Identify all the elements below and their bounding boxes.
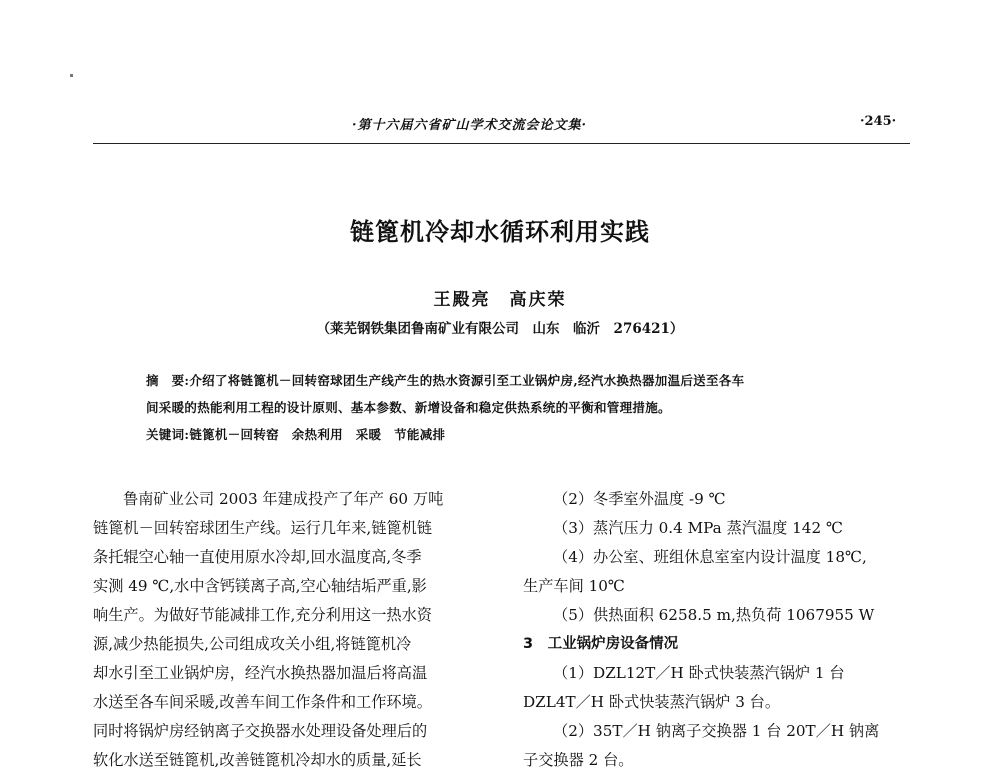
body-line: 源,减少热能损失,公司组成攻关小组,将链篦机冷 <box>93 635 412 653</box>
body-line: 链篦机－回转窑球团生产线。运行几年来,链篦机链 <box>93 519 432 537</box>
body-column-left <box>93 485 488 775</box>
body-column-right <box>523 485 923 775</box>
body-line: （2）冬季室外温度 -9 ℃ <box>553 490 726 508</box>
body-line: （3）蒸汽压力 0.4 MPa 蒸汽温度 142 ℃ <box>553 519 843 537</box>
running-title: ·第十六届六省矿山学术交流会论文集· <box>352 118 588 133</box>
body-line: DZL4T／H 卧式快装蒸汽锅炉 3 台。 <box>523 693 781 711</box>
body-line: 鲁南矿业公司 2003 年建成投产了年产 60 万吨 <box>123 490 444 508</box>
body-line: 实测 49 ℃,水中含钙镁离子高,空心轴结垢严重,影 <box>93 577 427 595</box>
abstract-line-2: 间采暖的热能利用工程的设计原则、基本参数、新增设备和稳定供热系统的平衡和管理措施。 <box>146 400 671 415</box>
section-heading: 3 工业锅炉房设备情况 <box>523 636 679 652</box>
article-authors: 王殿亮 高庆荣 <box>433 290 567 310</box>
body-line: 生产车间 10℃ <box>523 577 625 595</box>
body-line: （5）供热面积 6258.5 m,热负荷 1067955 W <box>553 606 875 624</box>
body-line: 水送至各车间采暖,改善车间工作条件和工作环境。 <box>93 693 432 711</box>
abstract-line-1: 摘 要:介绍了将链篦机－回转窑球团生产线产生的热水资源引至工业锅炉房,经汽水换热器加温后送至各车 <box>146 373 745 388</box>
article-title: 链篦机冷却水循环利用实践 <box>350 218 650 246</box>
body-line: 条托辊空心轴一直使用原水冷却,回水温度高,冬季 <box>93 548 422 566</box>
author-affiliation: （莱芜钢铁集团鲁南矿业有限公司 山东 临沂 276421） <box>316 321 684 337</box>
body-line: 响生产。为做好节能减排工作,充分利用这一热水资 <box>93 606 432 624</box>
body-line: 却水引至工业锅炉房，经汽水换热器加温后将高温 <box>93 664 428 682</box>
keywords-line: 关键词:链篦机－回转窑 余热利用 采暖 节能减排 <box>146 427 446 442</box>
header-rule <box>93 143 910 144</box>
body-line: （1）DZL12T／H 卧式快装蒸汽锅炉 1 台 <box>553 664 845 682</box>
body-line: 软化水送至链篦机,改善链篦机冷却水的质量,延长 <box>93 751 422 769</box>
body-line: 子交换器 2 台。 <box>523 751 634 769</box>
body-line: （4）办公室、班组休息室室内设计温度 18℃, <box>553 548 867 566</box>
page-number: ·245· <box>860 114 897 129</box>
scan-speck <box>70 74 73 77</box>
body-line: 同时将锅炉房经钠离子交换器水处理设备处理后的 <box>93 722 428 740</box>
body-line: （2）35T／H 钠离子交换器 1 台 20T／H 钠离 <box>553 722 880 740</box>
